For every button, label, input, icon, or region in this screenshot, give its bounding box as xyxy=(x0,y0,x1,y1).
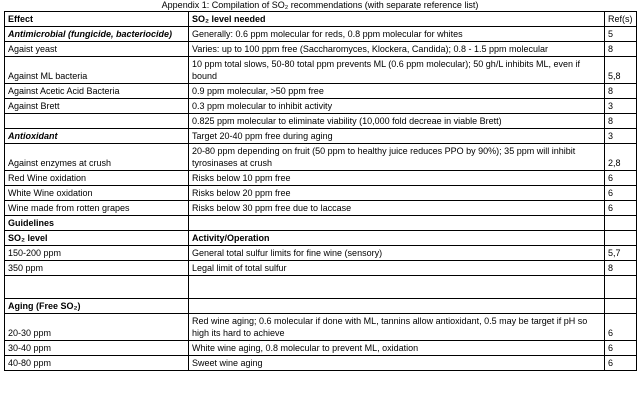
table-row xyxy=(5,261,637,276)
empty-cell xyxy=(605,299,637,314)
so2-level-cell: Risks below 10 ppm free xyxy=(189,171,605,186)
aging-header-row xyxy=(5,299,637,314)
empty-cell xyxy=(5,276,189,299)
empty-cell xyxy=(605,216,637,231)
guidelines-label: Guidelines xyxy=(5,216,189,231)
empty-cell xyxy=(189,299,605,314)
table-row xyxy=(5,84,637,99)
guideline-level-cell: 350 ppm xyxy=(5,261,189,276)
ref-cell: 6 xyxy=(605,171,637,186)
empty-cell xyxy=(189,276,605,299)
table-row xyxy=(5,201,637,216)
effect-cell: Against ML bacteria xyxy=(5,57,189,84)
aging-level-cell: 20-30 ppm xyxy=(5,314,189,341)
table-row xyxy=(5,314,637,341)
table-header-row xyxy=(5,12,637,27)
guidelines-header-activity: Activity/Operation xyxy=(189,231,605,246)
ref-cell: 5 xyxy=(605,27,637,42)
table-row xyxy=(5,246,637,261)
ref-cell: 3 xyxy=(605,129,637,144)
table-row xyxy=(5,341,637,356)
guideline-activity-cell: General total sulfur limits for fine wine (sensory) xyxy=(189,246,605,261)
aging-level-cell: 30-40 ppm xyxy=(5,341,189,356)
aging-activity-cell: Red wine aging; 0.6 molecular if done with ML, tannins allow antioxidant, 0.5 may be target if pH so high its hard to achieve xyxy=(189,314,605,341)
table-row xyxy=(5,42,637,57)
so2-level-cell: Target 20-40 ppm free during aging xyxy=(189,129,605,144)
effect-cell xyxy=(5,114,189,129)
table-row xyxy=(5,186,637,201)
table-row xyxy=(5,171,637,186)
ref-cell: 8 xyxy=(605,261,637,276)
spacer-row xyxy=(5,276,637,299)
so2-table xyxy=(4,11,637,371)
effect-cell: Antimicrobial (fungicide, bacteriocide) xyxy=(5,27,189,42)
ref-cell: 6 xyxy=(605,201,637,216)
ref-cell: 3 xyxy=(605,99,637,114)
ref-cell: 6 xyxy=(605,356,637,371)
so2-level-cell: Generally: 0.6 ppm molecular for reds, 0.8 ppm molecular for whites xyxy=(189,27,605,42)
table-row xyxy=(5,57,637,84)
so2-level-cell: 0.825 ppm molecular to eliminate viability (10,000 fold decreae in viable Brett) xyxy=(189,114,605,129)
aging-level-cell: 40-80 ppm xyxy=(5,356,189,371)
so2-level-cell: 0.9 ppm molecular, >50 ppm free xyxy=(189,84,605,99)
effect-cell: Red Wine oxidation xyxy=(5,171,189,186)
ref-cell: 8 xyxy=(605,84,637,99)
guidelines-header-row xyxy=(5,231,637,246)
aging-activity-cell: Sweet wine aging xyxy=(189,356,605,371)
guidelines-header-so2: SO₂ level xyxy=(5,231,189,246)
table-row xyxy=(5,114,637,129)
page-title: Appendix 1: Compilation of SO₂ recommendations (with separate reference list) xyxy=(161,0,479,10)
guideline-activity-cell: Legal limit of total sulfur xyxy=(189,261,605,276)
so2-level-cell: 20-80 ppm depending on fruit (50 ppm to healthy juice reduces PPO by 90%); 35 ppm will inhibit tyrosinases at crush xyxy=(189,144,605,171)
aging-label: Aging (Free SO₂) xyxy=(5,299,189,314)
effect-cell: Wine made from rotten grapes xyxy=(5,201,189,216)
ref-cell: 2,8 xyxy=(605,144,637,171)
effect-cell: Against Acetic Acid Bacteria xyxy=(5,84,189,99)
aging-activity-cell: White wine aging, 0.8 molecular to prevent ML, oxidation xyxy=(189,341,605,356)
table-row xyxy=(5,356,637,371)
guidelines-row xyxy=(5,216,637,231)
header-refs: Ref(s) xyxy=(605,12,637,27)
so2-level-cell: 0.3 ppm molecular to inhibit activity xyxy=(189,99,605,114)
header-so2-level: SO₂ level needed xyxy=(189,12,605,27)
effect-cell: Antioxidant xyxy=(5,129,189,144)
guideline-level-cell: 150-200 ppm xyxy=(5,246,189,261)
ref-cell: 6 xyxy=(605,341,637,356)
effect-cell: Agaist yeast xyxy=(5,42,189,57)
effect-cell: Against enzymes at crush xyxy=(5,144,189,171)
empty-cell xyxy=(605,276,637,299)
effect-cell: Against Brett xyxy=(5,99,189,114)
effect-cell: White Wine oxidation xyxy=(5,186,189,201)
table-row xyxy=(5,99,637,114)
table-row xyxy=(5,129,637,144)
ref-cell: 6 xyxy=(605,314,637,341)
header-effect: Effect xyxy=(5,12,189,27)
so2-level-cell: 10 ppm total slows, 50-80 total ppm prevents ML (0.6 ppm molecular); 50 gh/L inhibits ML, even if bound xyxy=(189,57,605,84)
empty-cell xyxy=(189,216,605,231)
empty-cell xyxy=(605,231,637,246)
so2-level-cell: Risks below 30 ppm free due to laccase xyxy=(189,201,605,216)
ref-cell: 6 xyxy=(605,186,637,201)
table-row xyxy=(5,144,637,171)
so2-level-cell: Risks below 20 ppm free xyxy=(189,186,605,201)
so2-level-cell: Varies: up to 100 ppm free (Saccharomyces, Klockera, Candida); 0.8 - 1.5 ppm molecular xyxy=(189,42,605,57)
table-row xyxy=(5,27,637,42)
ref-cell: 5,8 xyxy=(605,57,637,84)
ref-cell: 8 xyxy=(605,114,637,129)
ref-cell: 8 xyxy=(605,42,637,57)
ref-cell: 5,7 xyxy=(605,246,637,261)
